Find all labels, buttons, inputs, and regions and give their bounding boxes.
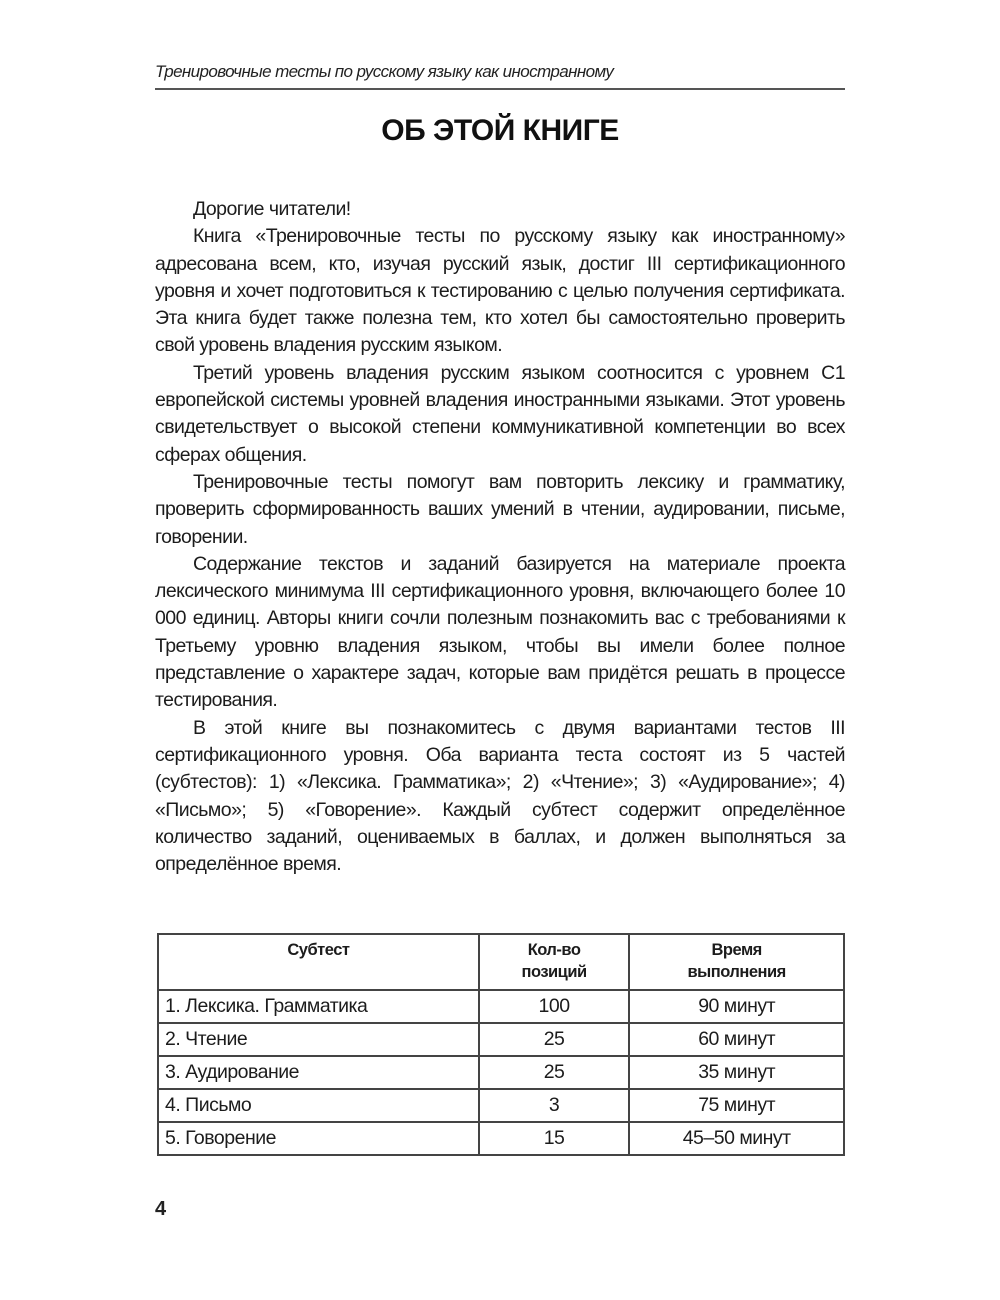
paragraph-level: Третий уровень владения русским языком соотносится с уровнем С1 европейской системы уровней владения иностранными языками. Этот уровень свидетельствует о высокой степени коммуникативной компетенции во всех сферах общения. (155, 361, 845, 466)
cell-subtest: 5. Говорение (158, 1122, 479, 1155)
header-time-line2: выполнения (687, 963, 786, 981)
header-subtest (158, 934, 479, 990)
body-text (155, 196, 845, 878)
cell-count: 25 (479, 1023, 629, 1056)
salutation: Дорогие читатели! (193, 198, 351, 220)
subtests-table (157, 933, 845, 1156)
running-header: Тренировочные тесты по русскому языку как иностранному (155, 62, 614, 81)
page-number: 4 (155, 1198, 167, 1220)
table-row (158, 1089, 844, 1122)
cell-count: 3 (479, 1089, 629, 1122)
header-count (479, 934, 629, 990)
table-row (158, 990, 844, 1023)
header-rule (155, 88, 845, 90)
header-time (629, 934, 844, 990)
paragraph-intro: Книга «Тренировочные тесты по русскому языку как иностранному» адресована всем, кто, изучая русский язык, достиг III сертификационного уровня и хочет подготовиться к тестированию с целью получения сертификата. Эта книга будет также полезна тем, кто хотел бы самостоятельно проверить свой уровень владения русским языком. (155, 225, 845, 357)
table-row (158, 1023, 844, 1056)
cell-count: 25 (479, 1056, 629, 1089)
paragraph-content: Содержание текстов и заданий базируется на материале проекта лексического минимума III сертификационного уровня, включающего более 10 000 единиц. Авторы книги сочли полезным познакомить вас с требованиями к Третьему уровню владения языком, чтобы вы имели более полное представление о характере задач, которые вам придётся решать в процессе тестирования. (155, 552, 845, 712)
paragraph-structure: В этой книге вы познакомитесь с двумя вариантами тестов III сертификационного уровня. Оба варианта теста состоят из 5 частей (субтестов): 1) «Лексика. Грамматика»; 2) «Чтение»; 3) «Аудирование»; 4) «Письмо»; 5) «Говорение». Каждый субтест содержит определённое количество заданий, оцениваемых в баллах, и должен выполняться за определённое время. (155, 716, 845, 876)
paragraph-purpose: Тренировочные тесты помогут вам повторить лексику и грамматику, проверить сформированность ваших умений в чтении, аудировании, письме, говорении. (155, 470, 845, 548)
header-time-line1: Время (711, 941, 762, 959)
table-row (158, 1122, 844, 1155)
cell-subtest: 1. Лексика. Грамматика (158, 990, 479, 1023)
cell-time: 45–50 минут (629, 1122, 844, 1155)
cell-count: 15 (479, 1122, 629, 1155)
cell-subtest: 2. Чтение (158, 1023, 479, 1056)
cell-subtest: 4. Письмо (158, 1089, 479, 1122)
header-subtest-label: Субтест (287, 941, 350, 959)
cell-time: 75 минут (629, 1089, 844, 1122)
table-header-row (158, 934, 844, 990)
cell-count: 100 (479, 990, 629, 1023)
header-count-line2: позиций (521, 963, 587, 981)
page-title: ОБ ЭТОЙ КНИГЕ (381, 114, 619, 147)
table-row (158, 1056, 844, 1089)
cell-time: 35 минут (629, 1056, 844, 1089)
header-count-line1: Кол-во (527, 941, 581, 959)
cell-time: 60 минут (629, 1023, 844, 1056)
cell-time: 90 минут (629, 990, 844, 1023)
cell-subtest: 3. Аудирование (158, 1056, 479, 1089)
